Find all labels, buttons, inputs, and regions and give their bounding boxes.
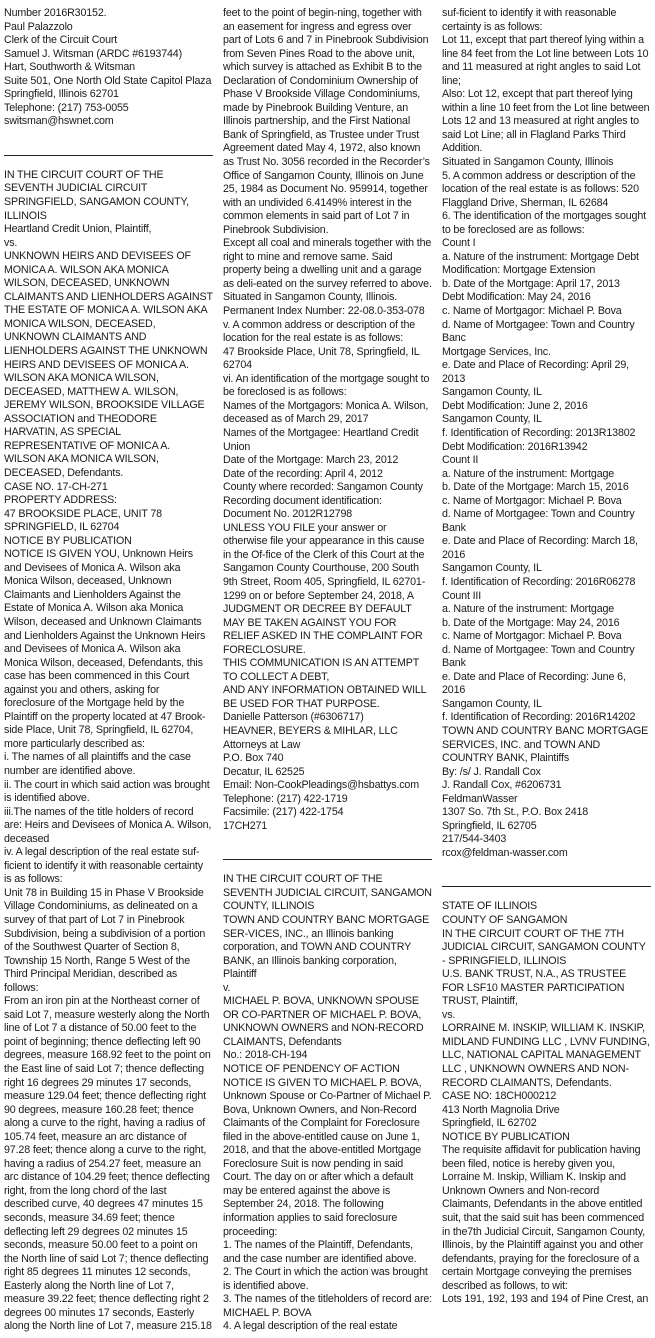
notice-3-paragraph: v. — [223, 981, 231, 994]
notice-1-paragraph: switsman@hswnet.com — [4, 115, 114, 128]
notice-3-paragraph-continued: suf-ficient to identify it with reasonable certainty is as follows: — [442, 7, 617, 33]
notice-3-paragraph: c. Name of Mortgagor: Michael P. Bova — [442, 305, 622, 318]
notice-3-paragraph: MICHAEL P. BOVA, UNKNOWN SPOUSE OR CO-PARTNER OF MICHAEL P. BOVA, UNKNOWN OWNERS and NON-RECORD CLAIMANTS, Defendants — [223, 995, 424, 1048]
notice-3-paragraph: 217/544-3403 — [442, 833, 507, 846]
notice-3-paragraph: 1307 So. 7th St., P.O. Box 2418 — [442, 806, 589, 819]
notice-4-paragraph: LORRAINE M. INSKIP, WILLIAM K. INSKIP, MIDLAND FUNDING LLC , LVNV FUNDING, LLC, NATIONAL CAPITAL MANAGEMENT LLC , UNKNOWN OWNERS AND NON-RECORD CLAIMANTS, Defendants. — [442, 1022, 650, 1089]
notice-3-paragraph: b. Date of the Mortgage: March 15, 2016 — [442, 481, 629, 494]
notice-3-paragraph: Count III — [442, 589, 482, 602]
notice-2-paragraph: P.O. Box 740 — [223, 752, 284, 765]
notice-4-paragraph: Springfield, IL 62702 — [442, 1117, 537, 1130]
notice-3-paragraph: Also: Lot 12, except that part thereof lying within a line 10 feet from the Lot line between Lots 12 and 13 measured at right angles to said Lot Line; all in Flagland Parks Third Addition. — [442, 88, 650, 155]
notice-3-paragraph: e. Date and Place of Recording: March 18, 2016 — [442, 535, 638, 561]
notice-2-paragraph: Heartland Credit Union, Plaintiff, — [4, 223, 152, 236]
notice-2-paragraph: UNKNOWN HEIRS AND DEVISEES OF MONICA A. WILSON AKA MONICA WILSON, DECEASED, UNKNOWN CLAIMANTS AND LIENHOLDERS AGAINST THE ESTATE OF MONICA A. WILSON AKA MONICA WILSON, DECEASED, UNKNOWN CLAIMANTS AND LIENHOLDERS AGAINST THE UNKNOWN HEIRS AND DEVISEES OF MONICA A. WILSON AKA MONICA WILSON, DECEASED, MATTHEW A. WILSON, JEREMY WILSON, BROOKSIDE VILLAGE ASSOCIATION and THEODORE HARVATIN, AS SPECIAL REPRESENTATIVE OF MONICA A. WILSON AKA MONICA WILSON, DECEASED, Defendants. — [4, 250, 213, 479]
notice-2-paragraph: THIS COMMUNICATION IS AN ATTEMPT TO COLLECT A DEBT, — [223, 657, 419, 683]
notice-2-paragraph-continued: feet to the point of begin-ning, together with an easement for ingress and egress over part of Lots 6 and 7 in Pinebrook Subdivision from Seven Pines Road to the above unit, which survey is attached as Exhibit B to the Declaration of Condominium Ownership of Phase V Brookside Village Condominiums, made by Pinebrook Building Venture, an Illinois partnership, and the First National Bank of Springfield, as Trustee under Trust Agreement dated May 4, 1972, also known as Trust No. 3056 recorded in the Recorder’s Office of Sangamon County, Illinois on June 25, 1984 as Document No. 959914, together with an undivided 6.4149% interest in the common elements in said part of Lot 7 in Pinebrook Subdivision. — [223, 7, 430, 236]
notice-3-paragraph: d. Name of Mortgagee: Town and Country Banc — [442, 318, 635, 345]
notice-3-paragraph: Sangamon County, IL — [442, 413, 542, 426]
notice-3-paragraph: e. Date and Place of Recording: June 6, 2016 — [442, 670, 626, 697]
notice-2-paragraph: Telephone: (217) 422-1719 — [223, 792, 348, 805]
notice-2-paragraph: NOTICE IS GIVEN YOU, Unknown Heirs and Devisees of Monica A. Wilson aka Monica Wilson, deceased, Unknown Claimants and Lienholders Against the Estate of Monica A. Wilson aka Monica Wilson, deceased and Unknown Claimants and Lienholders Against the Unknown Heirs and Devisees of Monica A. Wilson aka Monica Wilson, deceased, Defendants, this case has been commenced in this Court against you and others, asking for foreclosure of the Mortgage held by the Plaintiff on the property located at 47 Brook-side Place, Unit 78, Springfield, IL 62704, more particularly described as: — [4, 548, 206, 750]
notice-2-paragraph: Names of the Mortgagors: Monica A. Wilson, deceased as of March 29, 2017 — [223, 399, 429, 426]
notice-2-paragraph: County where recorded: Sangamon County Recording document identification: Document No. 2012R12798 — [223, 481, 423, 521]
notice-3-paragraph: Sangamon County, IL — [442, 386, 542, 399]
notice-2-paragraph: NOTICE BY PUBLICATION — [4, 534, 132, 547]
notice-4-paragraph: 413 North Magnolia Drive — [442, 1103, 560, 1116]
notice-3-paragraph: NOTICE OF PENDENCY OF ACTION — [223, 1063, 400, 1076]
notice-4-paragraph: vs. — [442, 1008, 456, 1021]
notice-4-paragraph: CASE NO: 18CH000212 — [442, 1090, 557, 1103]
notice-3-paragraph: No.: 2018-CH-194 — [223, 1049, 308, 1062]
notice-3-paragraph: 4. A legal description of the real estate — [223, 1320, 398, 1333]
notice-3-paragraph: Debt Modification: 2016R13942 — [442, 440, 588, 453]
notice-3-paragraph: c. Name of Mortgagor: Michael P. Bova — [442, 494, 622, 507]
notice-4-paragraph: NOTICE BY PUBLICATION — [442, 1130, 570, 1143]
notice-3-paragraph: TOWN AND COUNTRY BANC MORTGAGE SERVICES, INC. and TOWN AND COUNTRY BANK, Plaintiffs — [442, 724, 649, 765]
notice-1-paragraph: Samuel J. Witsman (ARDC #6193744) — [4, 47, 182, 60]
notice-2-paragraph: Situated in Sangamon County, Illinois. — [223, 291, 398, 304]
notice-divider-1 — [4, 155, 213, 156]
notice-2-paragraph: Permanent Index Number: 22-08.0-353-078 — [223, 305, 425, 318]
notice-3-paragraph: rcox@feldman-wasser.com — [442, 846, 568, 859]
notice-1-paragraph: Number 2016R30152. — [4, 7, 107, 19]
notice-divider-3 — [442, 886, 651, 887]
notice-3-paragraph: TOWN AND COUNTRY BANC MORTGAGE SER-VICES, INC., an Illinois banking corporation, and TOWN AND COUNTRY BANK, an Illinois banking corporation, Plaintiff — [223, 914, 430, 981]
notice-2-paragraph: Email: Non-CookPleadings@hsbattys.com — [223, 779, 419, 792]
notice-2-paragraph: Names of the Mortgagee: Heartland Credit Union — [223, 426, 419, 453]
notice-2-paragraph: AND ANY INFORMATION OBTAINED WILL BE USED FOR THAT PURPOSE. — [223, 684, 427, 710]
notice-3-paragraph: Springfield, IL 62705 — [442, 819, 537, 832]
notice-2-paragraph: Date of the Mortgage: March 23, 2012 — [223, 454, 399, 467]
notice-2-paragraph: Unit 78 in Building 15 in Phase V Brookside Village Condominiums, as delineated on a survey of that part of Lot 7 in Pinebrook Subdivision, being a subdivision of a portion of the Southwest Quarter of Section 8, Township 15 North, Range 5 West of the Third Principal Meridian, described as follows: — [4, 886, 206, 994]
notice-2-paragraph: iii.The names of the title holders of record are: Heirs and Devisees of Monica A. Wilson, deceased — [4, 805, 212, 845]
column-3 — [442, 7, 651, 1338]
notice-2-paragraph: IN THE CIRCUIT COURT OF THE SEVENTH JUDICIAL CIRCUIT — [4, 168, 164, 195]
notice-3-paragraph: 2. The Court in which the action was brought is identified above. — [223, 1266, 428, 1292]
notice-3-paragraph: By: /s/ J. Randall Cox — [442, 765, 541, 778]
notice-3-paragraph: Sangamon County, IL — [442, 697, 542, 710]
notice-3-paragraph: a. Nature of the instrument: Mortgage Debt Modification: Mortgage Extension — [442, 250, 639, 277]
notice-3-paragraph: c. Name of Mortgagor: Michael P. Bova — [442, 630, 622, 643]
notice-2-paragraph: From an iron pin at the Northeast corner of said Lot 7, measure westerly along the North line of Lot 7 a distance of 50.00 feet to the point of beginning; thence deflecting left 90 degrees, measure 168.92 feet to the point on the East line of said Lot 7; thence deflecting right 16 degrees 29 minutes 17 seconds, measure 129.04 feet; thence deflecting right 90 degrees, measure 160.28 feet; thence along a curve to the right, having a radius of 105.74 feet, measure an arc distance of 97.28 feet; thence along a curve to the right, having a radius of 254.27 feet, measure an arc distance of 104.29 feet; thence deflecting right, from the long chord of the last described curve, 40 degrees 47 minutes 15 seconds, measure 34.69 feet; thence deflecting left 29 degrees 02 minutes 15 seconds, measure 50.00 feet to a point on the North line of said Lot 7; thence deflecting right 85 degrees 11 minutes 12 seconds, Easterly along the North line of Lot 7, measure 39.22 feet; thence deflecting right 2 degrees 00 minutes 17 seconds, Easterly along the North line of Lot 7, measure 215.18 — [4, 995, 212, 1333]
notice-1-paragraph: Paul Palazzolo — [4, 20, 73, 33]
notice-3-paragraph: 5. A common address or description of the location of the real estate is as follows: 520 Flaggland Drive, Sherman, IL 62684 — [442, 169, 639, 209]
notice-3-paragraph: f. Identification of Recording: 2016R06278 — [442, 575, 636, 588]
notice-4-paragraph: Lots 191, 192, 193 and 194 of Pine Crest, an — [442, 1293, 649, 1306]
notice-3-paragraph: J. Randall Cox, #6206731 — [442, 779, 562, 792]
notice-3-paragraph: b. Date of the Mortgage: April 17, 2013 — [442, 277, 620, 290]
notice-2-paragraph: SPRINGFIELD, IL 62704 — [4, 521, 120, 534]
notice-3-paragraph: FeldmanWasser — [442, 792, 518, 805]
notice-3-paragraph: 6. The identification of the mortgages sought to be foreclosed are as follows: — [442, 210, 646, 236]
notice-1-paragraph: Clerk of the Circuit Court — [4, 34, 118, 47]
notice-4-paragraph: IN THE CIRCUIT COURT OF THE 7TH JUDICIAL CIRCUIT, SANGAMON COUNTY - SPRINGFIELD, ILLINOIS — [442, 927, 646, 967]
notice-3-paragraph: a. Nature of the instrument: Mortgage — [442, 603, 615, 616]
notice-1-paragraph: Springfield, Illinois 62701 — [4, 88, 119, 101]
notice-1-paragraph: Hart, Southworth & Witsman — [4, 61, 135, 74]
notice-2-paragraph: Decatur, IL 62525 — [223, 765, 305, 778]
notice-3-paragraph: IN THE CIRCUIT COURT OF THE SEVENTH JUDICIAL CIRCUIT, SANGAMON COUNTY, ILLINOIS — [223, 873, 432, 913]
column-2 — [223, 7, 432, 1338]
notice-2-paragraph: ii. The court in which said action was brought is identified above. — [4, 778, 210, 805]
notice-4-paragraph: STATE OF ILLINOIS — [442, 900, 538, 913]
notice-3-paragraph: d. Name of Mortgagee: Town and Country Bank — [442, 508, 635, 534]
notice-3-paragraph: Situated in Sangamon County, Illinois — [442, 156, 614, 169]
notice-3-paragraph: Count I — [442, 237, 476, 250]
notice-2-paragraph: Date of the recording: April 4, 2012 — [223, 467, 383, 480]
notice-3-paragraph: Debt Modification: June 2, 2016 — [442, 399, 588, 412]
notice-2-paragraph: 47 Brookside Place, Unit 78, Springfield, IL 62704 — [223, 345, 420, 372]
notice-2-paragraph: Except all coal and minerals together with the right to mine and remove same. Said property being a dwelling unit and a garage as deli-eated on the survey referred to above. — [223, 237, 432, 290]
notice-2-paragraph: vi. An identification of the mortgage sought to be foreclosed is as follows: — [223, 372, 430, 399]
notice-3-paragraph: NOTICE IS GIVEN TO MICHAEL P. BOVA, Unknown Spouse or Co-Partner of Michael P. Bova, Unknown Owners, and Non-Record Claimants of the Complaint for Foreclosure filed in the above-entitled cause on June 1, 2018, and that the above-entitled Mortgage Foreclosure Suit is now pending in said Court. The day on or after which a default may be entered against the above is September 24, 2018. The following information applies to said foreclosure proceeding: — [223, 1076, 432, 1238]
notice-2-paragraph: Attorneys at Law — [223, 738, 301, 751]
notice-2-paragraph: 17CH271 — [223, 819, 268, 832]
notice-3-paragraph: Lot 11, except that part thereof lying within a line 84 feet from the Lot line between Lots 10 and 11 measured at right angles to said Lot line; — [442, 34, 649, 87]
notice-3-paragraph: Count II — [442, 454, 479, 467]
notice-2-paragraph: SPRINGFIELD, SANGAMON COUNTY, ILLINOIS — [4, 196, 189, 222]
notice-2-paragraph: i. The names of all plaintiffs and the case number are identified above. — [4, 751, 191, 777]
notice-2-paragraph: iv. A legal description of the real estate suf-ficient to identify it with reasonable certainty is as follows: — [4, 846, 203, 886]
notice-2-paragraph: Danielle Patterson (#6306717) — [223, 711, 364, 724]
notice-3-paragraph: Debt Modification: May 24, 2016 — [442, 291, 591, 304]
notice-3-paragraph: 1. The names of the Plaintiff, Defendants, and the case number are identified above. — [223, 1239, 417, 1265]
notice-3-paragraph: e. Date and Place of Recording: April 29, 2013 — [442, 359, 629, 385]
notice-3-paragraph: a. Nature of the instrument: Mortgage — [442, 467, 615, 480]
notice-3-paragraph: 3. The names of the titleholders of record are: MICHAEL P. BOVA — [223, 1293, 432, 1319]
notice-4-paragraph: COUNTY OF SANGAMON — [442, 914, 568, 926]
notice-2-paragraph: vs. — [4, 236, 18, 249]
notice-3-paragraph: Sangamon County, IL — [442, 562, 542, 575]
notice-3-paragraph: Mortgage Services, Inc. — [442, 345, 551, 358]
notice-2-paragraph: v. A common address or description of the location for the real estate is as follows: — [223, 318, 416, 345]
notice-2-paragraph: Facsimile: (217) 422-1754 — [223, 806, 344, 819]
notice-3-paragraph: d. Name of Mortgagee: Town and Country Bank — [442, 643, 635, 670]
notice-2-paragraph: 47 BROOKSIDE PLACE, UNIT 78 — [4, 507, 162, 520]
notice-3-paragraph: f. Identification of Recording: 2013R13802 — [442, 426, 636, 439]
notice-2-paragraph: CASE NO. 17-CH-271 — [4, 480, 108, 493]
notice-3-paragraph: f. Identification of Recording: 2016R14202 — [442, 711, 636, 724]
notice-3-paragraph: b. Date of the Mortgage: May 24, 2016 — [442, 616, 620, 629]
notice-4-paragraph: The requisite affidavit for publication having been filed, notice is hereby given you, Lorraine M. Inskip, William K. Inskip and Unknown Owners and Non-record Claimants, Defendants in the above entitled suit, that the said suit has been commenced in the7th Judicial Circuit, Sangamon County, Illinois, by the Plaintiff against you and other defendants, praying for the foreclosure of a certain Mortgage conveying the premises described as follows, to wit: — [442, 1144, 645, 1292]
notice-1-paragraph: Telephone: (217) 753-0055 — [4, 101, 129, 114]
notice-2-paragraph: HEAVNER, BEYERS & MIHLAR, LLC — [223, 724, 398, 737]
notice-2-paragraph: UNLESS YOU FILE your answer or otherwise file your appearance in this cause in the Of-fice of the Clerk of this Court at the Sangamon County Courthouse, 200 South 9th Street, Room 405, Springfield, IL 62701-1299 on or before September 24, 2018, A JUDGMENT OR DECREE BY DEFAULT MAY BE TAKEN AGAINST YOU FOR RELIEF ASKED IN THE COMPLAINT FOR FORECLOSURE. — [223, 521, 426, 656]
notice-1-paragraph: Suite 501, One North Old State Capitol Plaza — [4, 74, 212, 87]
column-1 — [4, 7, 213, 1338]
notice-2-paragraph: PROPERTY ADDRESS: — [4, 494, 117, 507]
notice-divider-2 — [223, 859, 432, 860]
notice-4-paragraph: U.S. BANK TRUST, N.A., AS TRUSTEE FOR LSF10 MASTER PARTICIPATION TRUST, Plaintiff, — [442, 968, 627, 1008]
